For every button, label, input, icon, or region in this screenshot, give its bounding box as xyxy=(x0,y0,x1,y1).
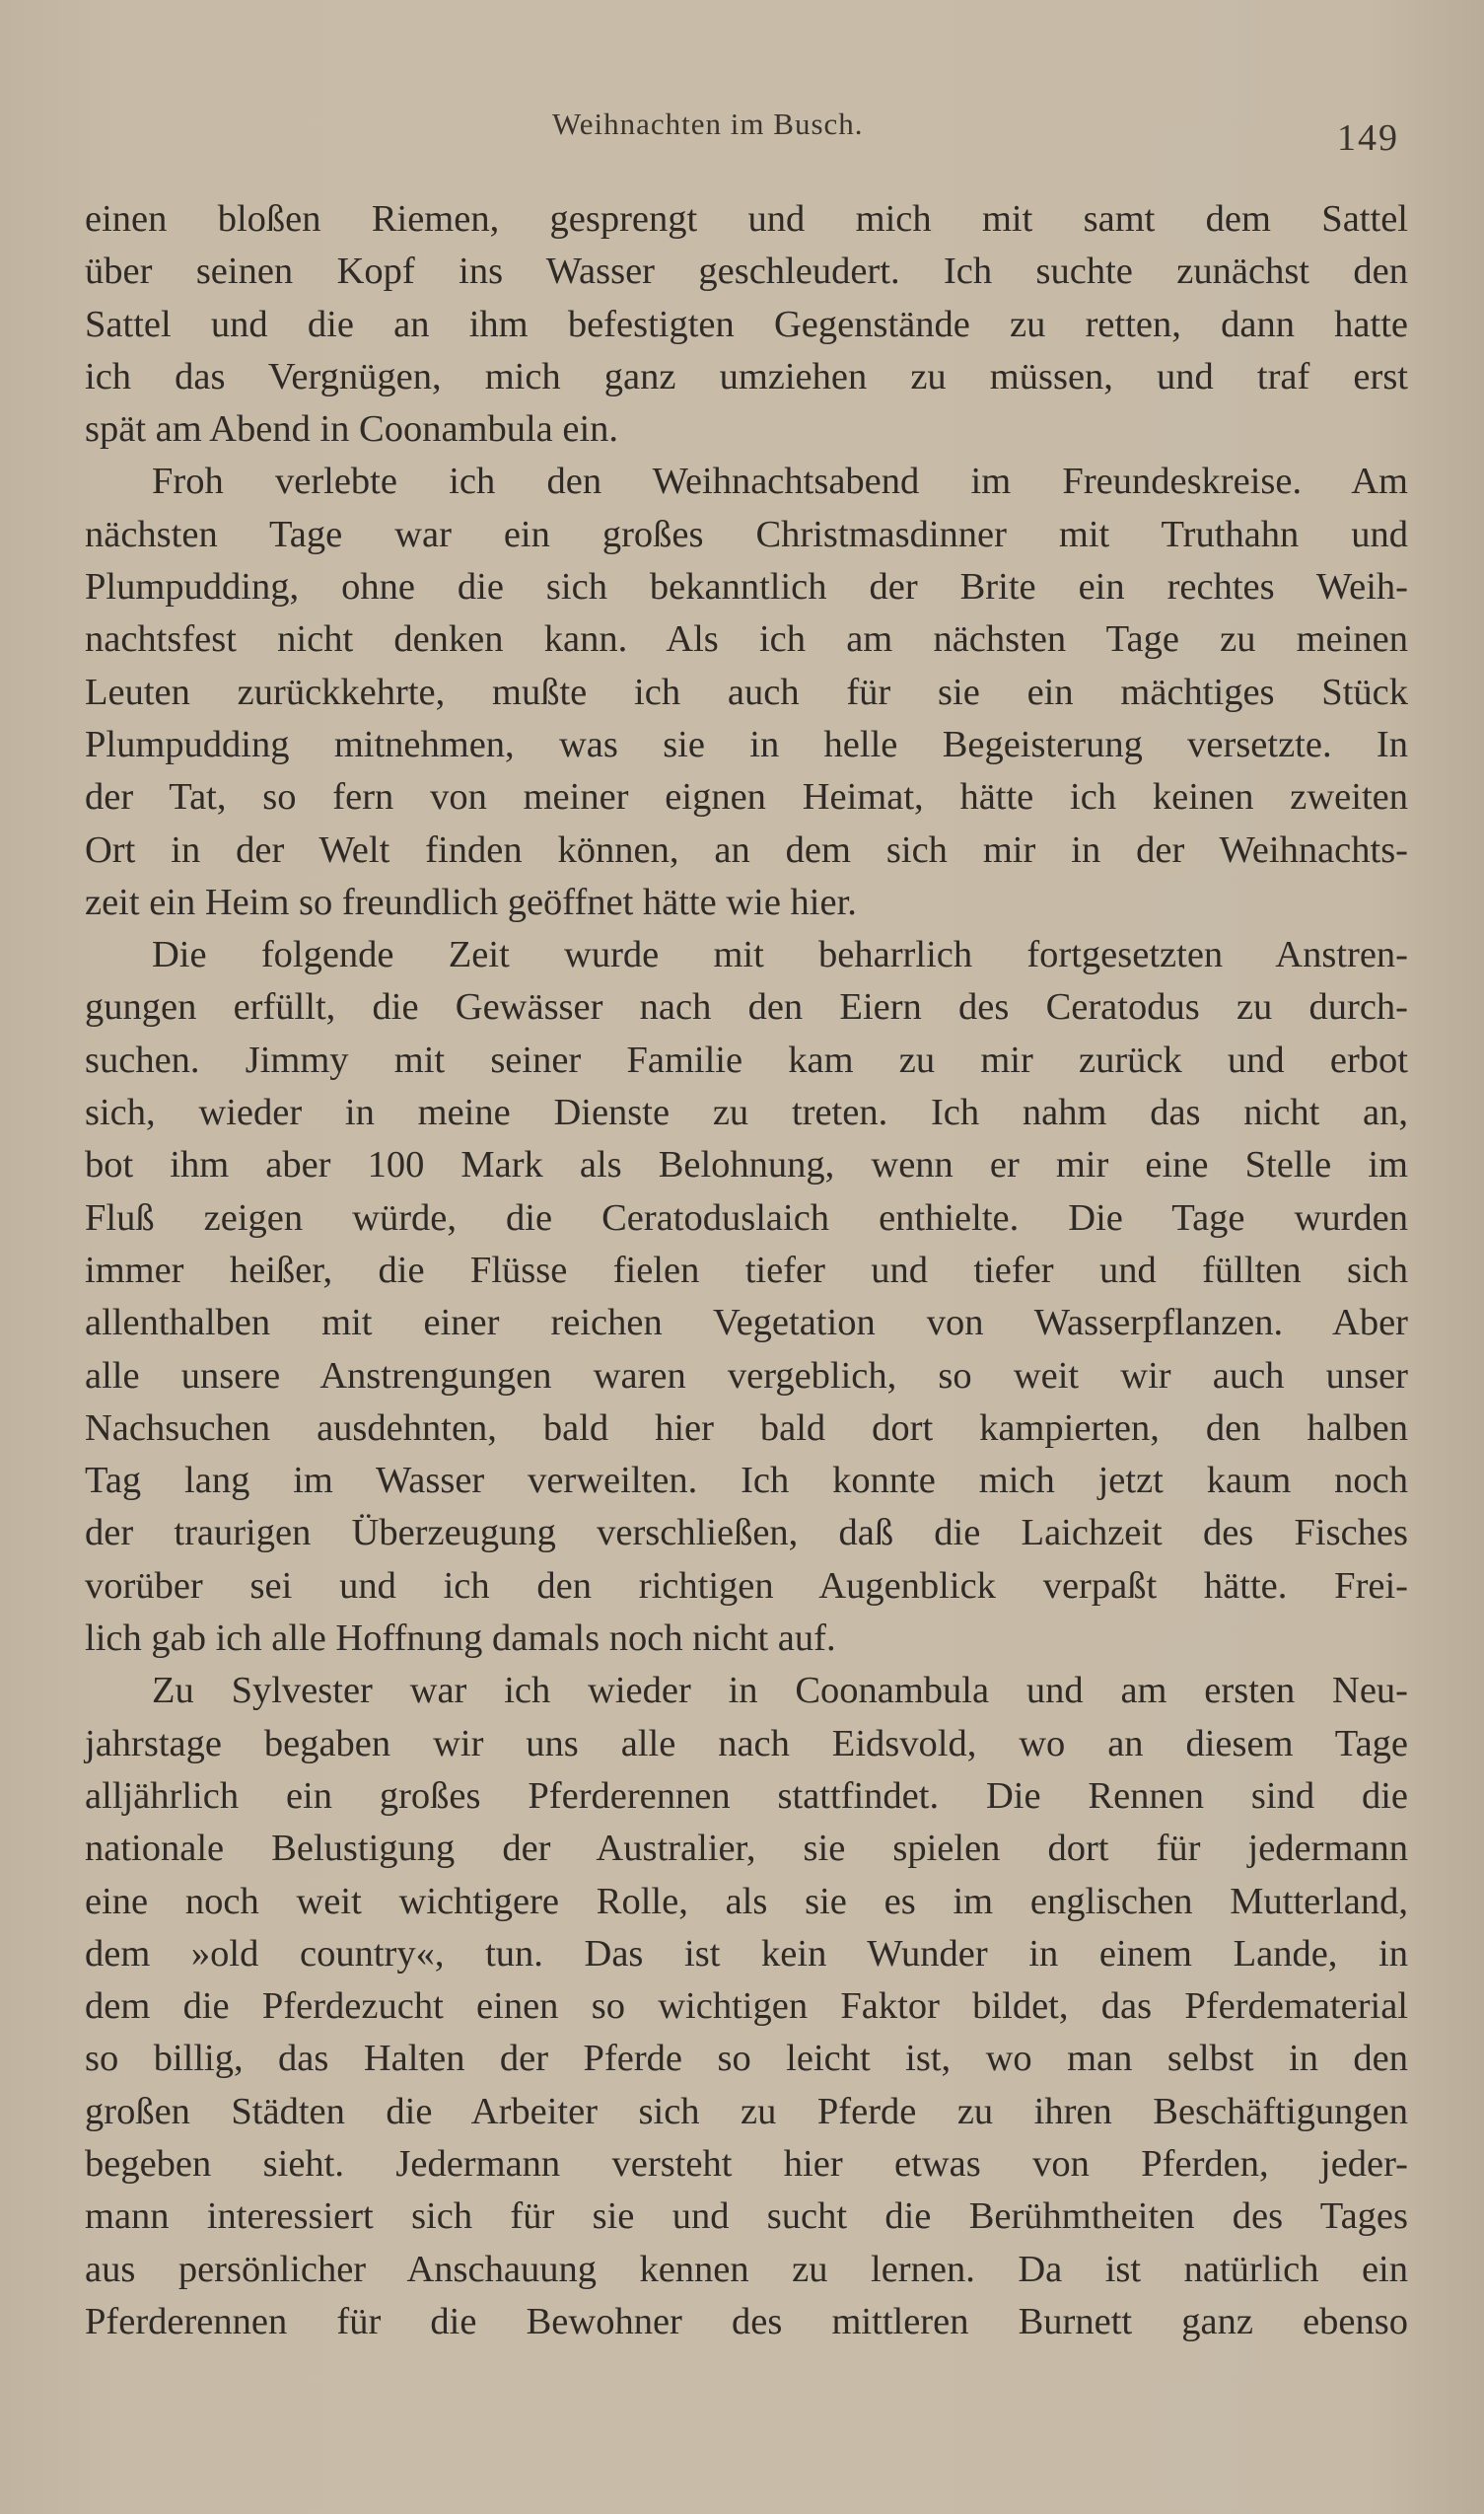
running-title: Weihnachten im Busch. xyxy=(552,107,864,141)
text-line: nachtsfest nicht denken kann. Als ich am nächsten Tage zu meinen xyxy=(85,618,1408,661)
text-line: bot ihm aber 100 Mark als Belohnung, wenn er mir eine Stelle im xyxy=(85,1144,1408,1186)
text-line: suchen. Jimmy mit seiner Familie kam zu mir zurück und erbot xyxy=(85,1039,1408,1081)
text-line: gungen erfüllt, die Gewässer nach den Eiern des Ceratodus zu durch- xyxy=(85,986,1408,1029)
text-line: der traurigen Überzeugung verschließen, daß die Laichzeit des Fisches xyxy=(85,1512,1408,1554)
text-line: einen bloßen Riemen, gesprengt und mich mit samt dem Sattel xyxy=(85,198,1408,240)
page-header xyxy=(0,107,1484,159)
text-line: vorüber sei und ich den richtigen Augenblick verpaßt hätte. Frei- xyxy=(85,1564,1408,1607)
text-line: Sattel und die an ihm befestigten Gegenstände zu retten, dann hatte xyxy=(85,303,1408,345)
text-line: dem »old country«, tun. Das ist kein Wunder in einem Lande, in xyxy=(85,1932,1408,1975)
text-line: allenthalben mit einer reichen Vegetation von Wasserpflanzen. Aber xyxy=(85,1302,1408,1344)
text-line: zeit ein Heim so freundlich geöffnet hätte wie hier. xyxy=(85,881,857,923)
text-line: Fluß zeigen würde, die Ceratoduslaich enthielte. Die Tage wurden xyxy=(85,1196,1408,1239)
text-line: Ort in der Welt finden können, an dem sich mir in der Weihnachts- xyxy=(85,828,1408,871)
text-line: alljährlich ein großes Pferderennen stattfindet. Die Rennen sind die xyxy=(85,1774,1408,1817)
text-line: der Tat, so fern von meiner eignen Heimat, hätte ich keinen zweiten xyxy=(85,776,1408,819)
paragraph xyxy=(85,929,1408,1665)
text-line: ich das Vergnügen, mich ganz umziehen zu müssen, und traf erst xyxy=(85,355,1408,397)
text-line: Die folgende Zeit wurde mit beharrlich fortgesetzten Anstren- xyxy=(152,934,1408,976)
text-line: Nachsuchen ausdehnten, bald hier bald dort kampierten, den halben xyxy=(85,1406,1408,1449)
text-line: großen Städten die Arbeiter sich zu Pferde zu ihren Beschäftigungen xyxy=(85,2090,1408,2132)
page-number: 149 xyxy=(1337,117,1399,159)
text-line: dem die Pferdezucht einen so wichtigen Faktor bildet, das Pferdematerial xyxy=(85,1985,1408,2028)
text-line: Pferderennen für die Bewohner des mittleren Burnett ganz ebenso xyxy=(85,2300,1408,2342)
text-line: begeben sieht. Jedermann versteht hier etwas von Pferden, jeder- xyxy=(85,2142,1408,2185)
body-text xyxy=(85,193,1408,2348)
text-line: Zu Sylvester war ich wieder in Coonambula und am ersten Neu- xyxy=(152,1670,1408,1712)
text-line: so billig, das Halten der Pferde so leicht ist, wo man selbst in den xyxy=(85,2038,1408,2080)
text-line: lich gab ich alle Hoffnung damals noch nicht auf. xyxy=(85,1617,836,1660)
text-line: Leuten zurückkehrte, mußte ich auch für sie ein mächtiges Stück xyxy=(85,671,1408,713)
text-line: Plumpudding mitnehmen, was sie in helle Begeisterung versetzte. In xyxy=(85,723,1408,765)
text-line: eine noch weit wichtigere Rolle, als sie es im englischen Mutterland, xyxy=(85,1880,1408,1922)
text-line: nächsten Tage war ein großes Christmasdinner mit Truthahn und xyxy=(85,513,1408,555)
text-line: aus persönlicher Anschauung kennen zu lernen. Da ist natürlich ein xyxy=(85,2248,1408,2290)
text-line: immer heißer, die Flüsse fielen tiefer und tiefer und füllten sich xyxy=(85,1249,1408,1291)
text-line: Froh verlebte ich den Weihnachtsabend im Freundeskreise. Am xyxy=(152,461,1408,503)
text-line: nationale Belustigung der Australier, sie spielen dort für jedermann xyxy=(85,1828,1408,1870)
text-line: spät am Abend in Coonambula ein. xyxy=(85,408,619,451)
text-line: Tag lang im Wasser verweilten. Ich konnte mich jetzt kaum noch xyxy=(85,1460,1408,1502)
text-line: jahrstage begaben wir uns alle nach Eidsvold, wo an diesem Tage xyxy=(85,1722,1408,1764)
paragraph xyxy=(85,193,1408,456)
text-line: alle unsere Anstrengungen waren vergeblich, so weit wir auch unser xyxy=(85,1354,1408,1397)
text-line: mann interessiert sich für sie und sucht die Berühmtheiten des Tages xyxy=(85,2195,1408,2238)
paragraph xyxy=(85,1665,1408,2348)
text-line: sich, wieder in meine Dienste zu treten. Ich nahm das nicht an, xyxy=(85,1092,1408,1134)
text-line: Plumpudding, ohne die sich bekanntlich der Brite ein rechtes Weih- xyxy=(85,566,1408,609)
paragraph xyxy=(85,456,1408,929)
text-line: über seinen Kopf ins Wasser geschleudert. Ich suchte zunächst den xyxy=(85,251,1408,293)
